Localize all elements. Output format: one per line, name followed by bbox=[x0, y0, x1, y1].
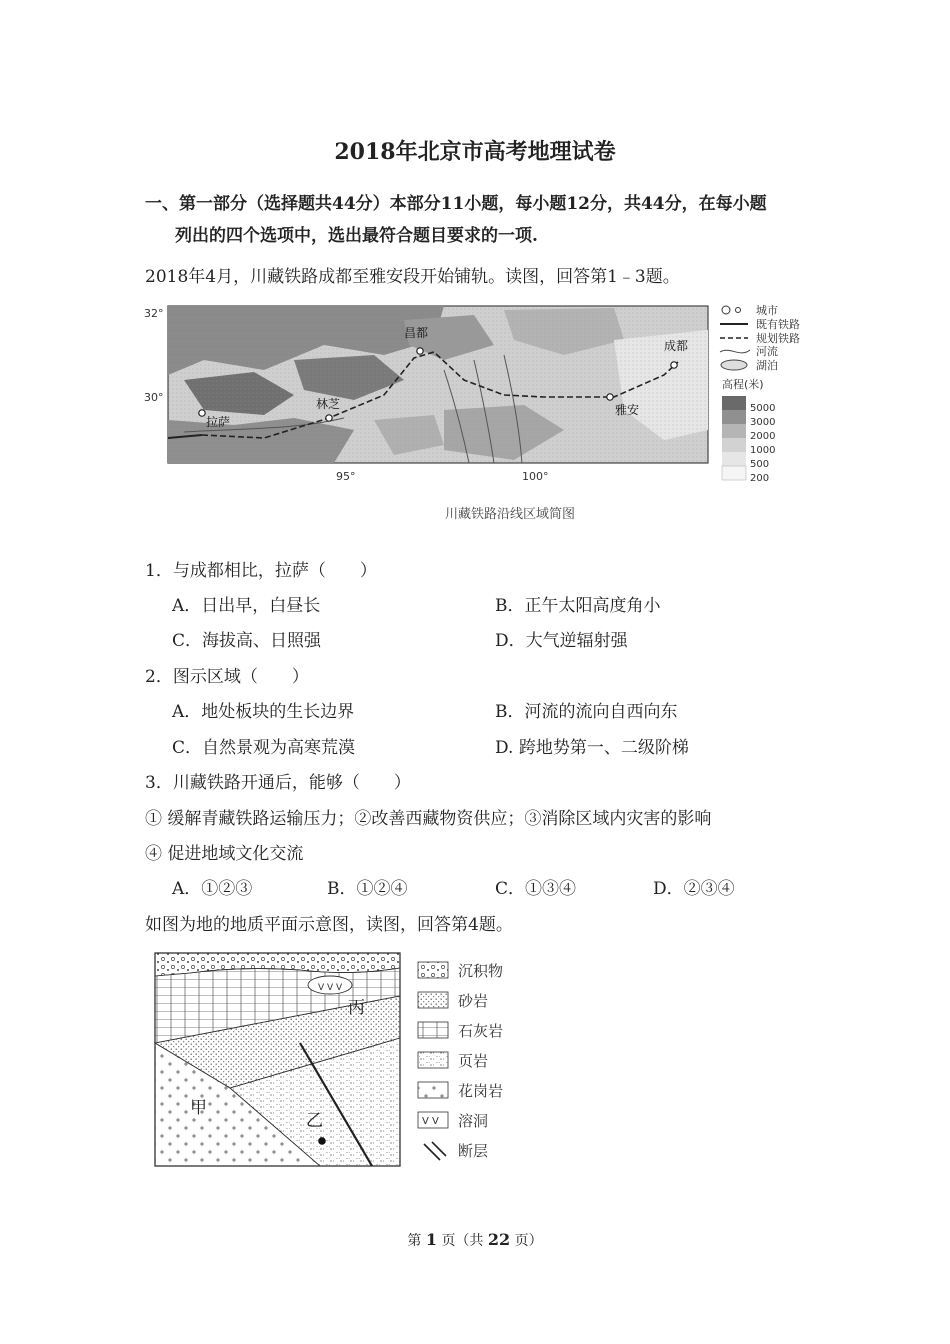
question-2-stem: 2．图示区域（ ） bbox=[145, 667, 309, 687]
footer-page-number: 1 bbox=[425, 1230, 437, 1249]
label-jia: 甲 bbox=[190, 1098, 207, 1118]
legend-planned-railway: 规划铁路 bbox=[756, 332, 800, 345]
question-3-stem: 3．川藏铁路开通后，能够（ ） bbox=[145, 773, 411, 793]
svg-text:V V V: V V V bbox=[318, 983, 343, 993]
legend-city: 城市 bbox=[756, 304, 778, 317]
map-caption: 川藏铁路沿线区域简图 bbox=[444, 507, 575, 522]
intro-text-1: 2018年4月，川藏铁路成都至雅安段开始铺轨。读图，回答第1﹣3题。 bbox=[145, 267, 680, 287]
railway-map-figure bbox=[144, 300, 824, 495]
geology-figure bbox=[150, 948, 520, 1173]
question-2-option-c: C．自然景观为高寒荒漠 bbox=[172, 738, 356, 758]
legend-elev-200: 200 bbox=[750, 473, 770, 484]
question-2-option-b: B．河流的流向自西向东 bbox=[495, 702, 678, 722]
question-3-option-b: B．①②④ bbox=[327, 879, 408, 899]
legend-shale: 页岩 bbox=[458, 1052, 489, 1070]
question-3-option-c: C．①③④ bbox=[495, 879, 577, 899]
lon-label-100: 100° bbox=[522, 470, 549, 483]
footer-total-pages: 22 bbox=[487, 1230, 511, 1249]
city-marker-yaan bbox=[607, 394, 613, 400]
section-heading-line1: 一、第一部分（选择题共44分）本部分11小题，每小题12分，共44分，在每小题 bbox=[145, 194, 767, 214]
terrain-shading bbox=[168, 306, 708, 463]
legend-existing-railway: 既有铁路 bbox=[756, 318, 800, 331]
question-1-option-c: C．海拔高、日照强 bbox=[172, 631, 322, 651]
label-bing: 丙 bbox=[348, 998, 365, 1018]
question-3-option-d: D．②③④ bbox=[653, 879, 735, 899]
city-label-qamdo: 昌都 bbox=[404, 326, 429, 340]
section-heading-line2: 列出的四个选项中，选出最符合题目要求的一项. bbox=[175, 226, 538, 246]
legend-limestone: 石灰岩 bbox=[458, 1022, 504, 1040]
lat-label-32: 32° bbox=[144, 307, 164, 320]
question-2-option-a: A．地处板块的生长边界 bbox=[172, 702, 355, 722]
city-label-yaan: 雅安 bbox=[615, 403, 640, 417]
question-2-option-d: D. 跨地势第一、二级阶梯 bbox=[495, 738, 689, 758]
map-legend bbox=[720, 304, 800, 484]
legend-cave: 溶洞 bbox=[458, 1112, 489, 1130]
question-1-option-d: D．大气逆辐射强 bbox=[495, 631, 628, 651]
legend-fault-icon bbox=[424, 1142, 446, 1160]
point-yi-marker bbox=[318, 1137, 326, 1145]
legend-elevation-title: 高程(米) bbox=[722, 378, 764, 391]
legend-river: 河流 bbox=[756, 345, 778, 358]
footer-suffix: 页） bbox=[514, 1233, 543, 1249]
legend-sandstone: 砂岩 bbox=[458, 992, 489, 1010]
question-1-stem: 1．与成都相比，拉萨（ ） bbox=[145, 561, 377, 581]
page-footer bbox=[0, 1230, 950, 1250]
city-marker-lhasa bbox=[199, 410, 205, 416]
question-3-option-a: A．①②③ bbox=[172, 879, 253, 899]
city-marker-nyingchi bbox=[326, 415, 332, 421]
question-1-option-a: A．日出早，白昼长 bbox=[172, 596, 321, 616]
question-1-option-b: B．正午太阳高度角小 bbox=[495, 596, 661, 616]
section-heading bbox=[145, 188, 815, 252]
city-marker-qamdo bbox=[417, 348, 423, 354]
footer-middle: 页（共 bbox=[441, 1233, 484, 1249]
page-title: 2018年北京市高考地理试卷 bbox=[334, 139, 616, 165]
geology-legend bbox=[418, 962, 503, 1160]
legend-city-icon bbox=[722, 306, 730, 314]
legend-elev-500: 500 bbox=[750, 459, 770, 470]
question-3-statements-line1: ① 缓解青藏铁路运输压力；②改善西藏物资供应；③消除区域内灾害的影响 bbox=[145, 809, 712, 829]
legend-elev-1000: 1000 bbox=[750, 445, 776, 456]
intro-text-2: 如图为地的地质平面示意图，读图，回答第4题。 bbox=[145, 915, 513, 935]
legend-elev-2000: 2000 bbox=[750, 431, 776, 442]
city-label-nyingchi: 林芝 bbox=[316, 397, 341, 411]
city-marker-chengdu bbox=[671, 362, 677, 368]
legend-fault: 断层 bbox=[458, 1142, 489, 1160]
legend-sediment: 沉积物 bbox=[458, 962, 504, 980]
label-yi: 乙 bbox=[306, 1111, 323, 1131]
legend-elev-5000: 5000 bbox=[750, 403, 776, 414]
city-label-chengdu: 成都 bbox=[664, 339, 689, 353]
svg-text:V V: V V bbox=[422, 1116, 439, 1127]
lat-label-30: 30° bbox=[144, 391, 164, 404]
legend-elev-3000: 3000 bbox=[750, 417, 776, 428]
lon-label-95: 95° bbox=[336, 470, 356, 483]
legend-lake: 湖泊 bbox=[756, 359, 778, 372]
legend-granite: 花岗岩 bbox=[458, 1082, 504, 1100]
city-label-lhasa: 拉萨 bbox=[206, 415, 231, 429]
footer-prefix: 第 bbox=[407, 1233, 422, 1249]
question-3-statements-line2: ④ 促进地域文化交流 bbox=[145, 844, 304, 864]
